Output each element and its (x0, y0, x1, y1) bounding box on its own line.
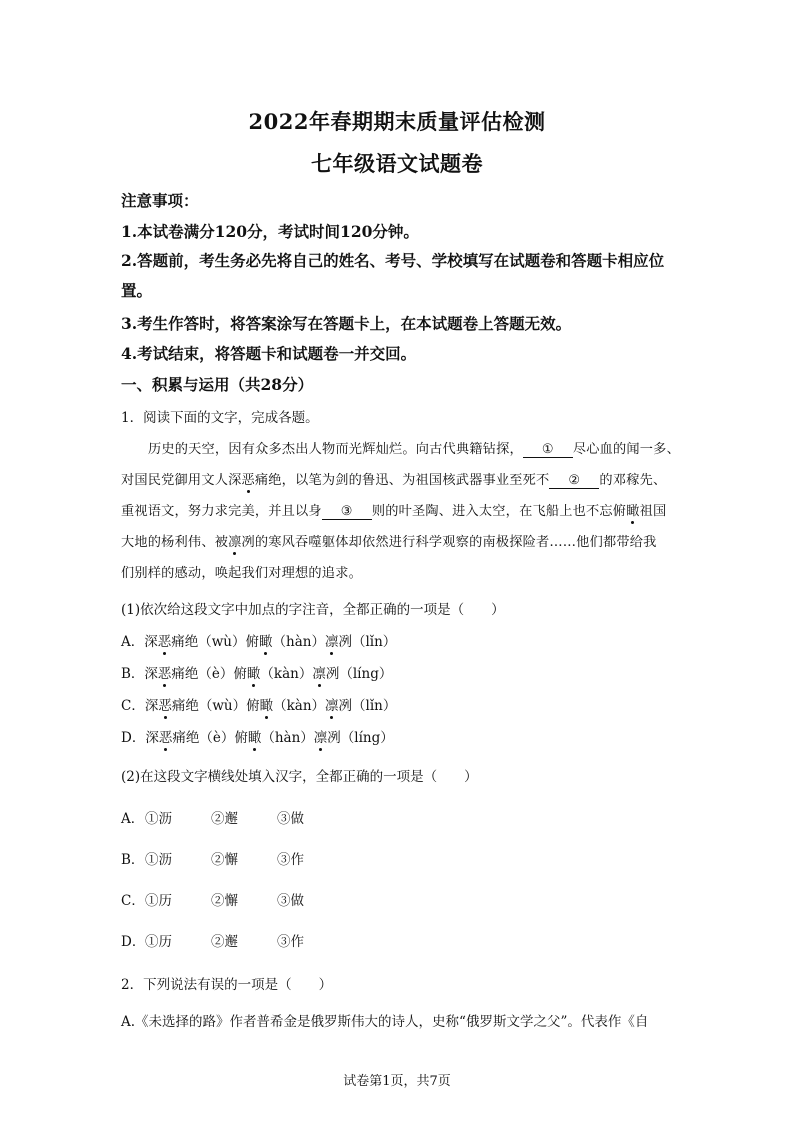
option-2c: C．①历 ②懈 ③做 (121, 893, 304, 909)
sub-question-2-stem: (2)在这段文字横线处填入汉字，全都正确的一项是（ ） (121, 769, 478, 785)
notice-item-1: 1.本试卷满分120分，考试时间120分钟。 (121, 222, 419, 241)
blank-1: ① (523, 442, 573, 458)
option-1b: B．深恶痛绝（è）俯瞰（kàn）凛冽（líng） (121, 666, 393, 682)
dotted-char: 凛 (228, 535, 242, 550)
notice-item-3: 3.考生作答时，将答案涂写在答题卡上，在本试题卷上答题无效。 (121, 314, 572, 333)
notice-item-2: 2.答题前，考生务必先将自己的姓名、考号、学校填写在试题卷和答题卡相应位置。 (121, 251, 665, 300)
exam-title: 2022年春期期末质量评估检测 (248, 109, 546, 134)
option-1d: D．深恶痛绝（è）俯瞰（hàn）凛冽（líng） (121, 730, 394, 746)
question-2-stem: 2．下列说法有误的一项是（ ） (121, 977, 333, 993)
sub-question-1-stem: (1)依次给这段文字中加点的字注音，全都正确的一项是（ ） (121, 602, 505, 618)
blank-3: ③ (322, 504, 372, 520)
passage-line-1: 历史的天空，因有众多杰出人物而光辉灿烂。向古代典籍钻探， ① 尽心血的闻一多、 (148, 442, 680, 457)
option-1a: A．深恶痛绝（wù）俯瞰（hàn）凛冽（lǐn） (121, 634, 397, 650)
notice-heading: 注意事项： (121, 191, 199, 210)
dotted-char: 恶 (241, 473, 255, 488)
section-heading: 一、积累与运用（共28分） (121, 375, 314, 394)
page-footer: 试卷第1页，共7页 (343, 1074, 451, 1089)
passage-line-4: 大地的杨利伟、被凛冽的寒风吞噬躯体却依然进行科学观察的南极探险者……他们都带给我 (121, 535, 657, 550)
option-2d: D．①历 ②邂 ③作 (121, 934, 304, 950)
option-2b: B．①沥 ②懈 ③作 (121, 852, 304, 868)
passage-line-3: 重视语文，努力求完美，并且以身 ③ 则的叶圣陶、进入太空，在飞船上也不忘俯瞰祖国 (121, 504, 667, 519)
notice-item-4: 4.考试结束，将答题卡和试题卷一并交回。 (121, 344, 417, 363)
dotted-char: 瞰 (626, 504, 640, 519)
passage-line-5: 们别样的感动，唤起我们对理想的追求。 (121, 566, 362, 581)
exam-subtitle: 七年级语文试题卷 (311, 151, 483, 176)
question-2-option-a: A.《未选择的路》作者普希金是俄罗斯伟大的诗人，史称“俄罗斯文学之父”。代表作《自 (121, 1014, 649, 1030)
option-1c: C．深恶痛绝（wù）俯瞰（kàn）凛冽（lǐn） (121, 698, 397, 714)
question-1-stem: 1．阅读下面的文字，完成各题。 (121, 410, 319, 426)
passage-line-2: 对国民党御用文人深恶痛绝，以笔为剑的鲁迅、为祖国核武器事业至死不 ② 的邓稼先、 (121, 473, 667, 488)
blank-2: ② (549, 473, 599, 489)
option-2a: A．①沥 ②邂 ③做 (121, 811, 304, 827)
